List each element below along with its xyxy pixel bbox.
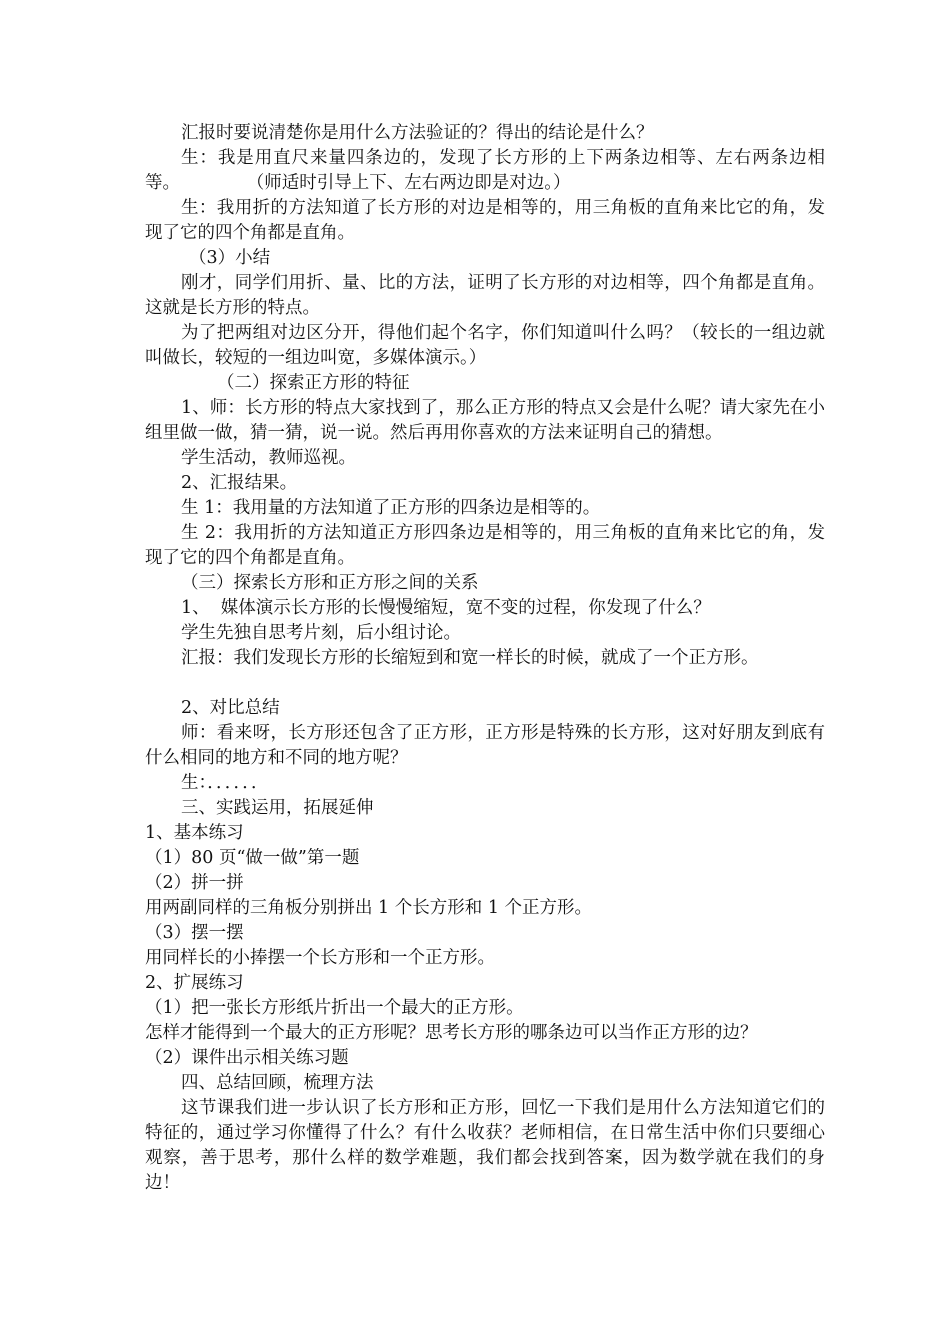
subheading-summary: （3）小结 <box>189 248 271 268</box>
paragraph-teacher-compare: 师：看来呀，长方形还包含了正方形，正方形是特殊的长方形，这对好朋友到底有什么相同的地方和不同的地方呢？ <box>145 723 825 768</box>
paragraph-largest-square: 怎样才能得到一个最大的正方形呢？思考长方形的哪条边可以当作正方形的边？ <box>145 1023 758 1043</box>
paragraph-think-discuss: 学生先独自思考片刻，后小组讨论。 <box>181 623 461 643</box>
paragraph-student-fold: 生：我用折的方法知道了长方形的对边是相等的，用三角板的直角来比它的角，发现了它的四个角都是直角。 <box>145 198 825 243</box>
subheading-extended-practice: 2、扩展练习 <box>145 973 244 993</box>
paragraph-media-demo: 1、 媒体演示长方形的长慢慢缩短，宽不变的过程，你发现了什么？ <box>181 598 711 618</box>
section-heading-practice: 三、实践运用，拓展延伸 <box>181 798 374 818</box>
section-heading-square: （二）探索正方形的特征 <box>217 373 410 393</box>
document-body <box>145 121 825 1196</box>
paragraph-student-measure: 生：我是用直尺来量四条边的，发现了长方形的上下两条边相等、左右两条边相等。 （师适时引导上下、左右两边即是对边。） <box>145 148 825 193</box>
item-page-80: （1）80 页“做一做”第一题 <box>145 848 360 868</box>
paragraph-report-instruction: 汇报时要说清楚你是用什么方法验证的？得出的结论是什么？ <box>181 123 654 143</box>
paragraph-student-activity: 学生活动，教师巡视。 <box>181 448 356 468</box>
blank-line <box>145 671 825 696</box>
paragraph-closing: 这节课我们进一步认识了长方形和正方形，回忆一下我们是用什么方法知道它们的特征的，通过学习你懂得了什么？有什么收获？老师相信，在日常生活中你们只要细心观察，善于思考，那什么样的数学难题，我们都会找到答案，因为数学就在我们的身边！ <box>145 1098 825 1193</box>
paragraph-length-width: 为了把两组对边区分开，得他们起个名字，你们知道叫什么吗？（较长的一组边就叫做长，较短的一组边叫宽，多媒体演示。） <box>145 323 825 368</box>
section-heading-summary: 四、总结回顾，梳理方法 <box>181 1073 374 1093</box>
item-fold-paper: （1）把一张长方形纸片折出一个最大的正方形。 <box>145 998 524 1018</box>
paragraph-report-square: 汇报：我们发现长方形的长缩短到和宽一样长的时候，就成了一个正方形。 <box>181 648 759 668</box>
paragraph-teacher-square: 1、师：长方形的特点大家找到了，那么正方形的特点又会是什么呢？请大家先在小组里做一做，猜一猜，说一说。然后再用你喜欢的方法来证明自己的猜想。 <box>145 398 825 443</box>
paragraph-student-2: 生 2：我用折的方法知道正方形四条边是相等的，用三角板的直角来比它的角，发现了它的四个角都是直角。 <box>145 523 825 568</box>
paragraph-triangle-rulers: 用两副同样的三角板分别拼出 1 个长方形和 1 个正方形。 <box>145 898 593 918</box>
subheading-compare: 2、对比总结 <box>181 698 280 718</box>
section-heading-relationship: （三）探索长方形和正方形之间的关系 <box>181 573 479 593</box>
paragraph-report-results: 2、汇报结果。 <box>181 473 298 493</box>
item-assemble: （2）拼一拼 <box>145 873 244 893</box>
subheading-basic-practice: 1、基本练习 <box>145 823 244 843</box>
item-courseware: （2）课件出示相关练习题 <box>145 1048 349 1068</box>
paragraph-sticks: 用同样长的小捧摆一个长方形和一个正方形。 <box>145 948 495 968</box>
paragraph-student-1: 生 1：我用量的方法知道了正方形的四条边是相等的。 <box>181 498 601 518</box>
paragraph-rectangle-features: 刚才，同学们用折、量、比的方法，证明了长方形的对边相等，四个角都是直角。这就是长方形的特点。 <box>145 273 825 318</box>
paragraph-student-dots: 生：．．．．．． <box>181 773 269 793</box>
item-arrange: （3）摆一摆 <box>145 923 244 943</box>
